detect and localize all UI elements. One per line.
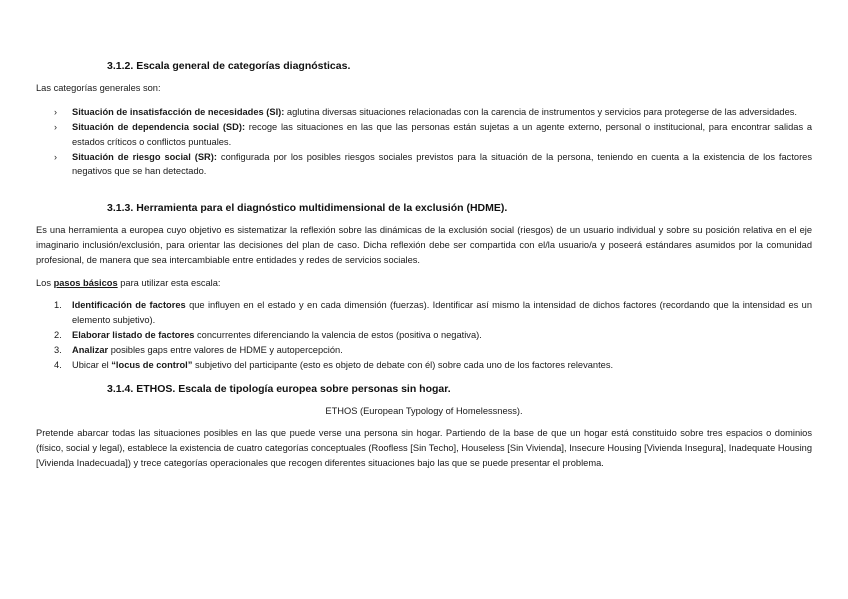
chevron-bullet-icon: › [54,107,57,117]
item-term: Situación de dependencia social (SD): [72,122,246,132]
item-text: concurrentes diferenciando la valencia de estos (positiva o negativa). [194,329,482,340]
heading-3-1-4: 3.1.4. ETHOS. Escala de tipología europea sobre personas sin hogar. [107,383,451,395]
list-item [36,105,812,120]
categories-intro: Las categorías generales son: [36,83,161,93]
item-term: Situación de riesgo social (SR): [72,151,217,162]
list-item [36,150,812,179]
item-number: 1. [54,300,62,310]
item-term: “locus de control” [111,359,193,370]
list-item [36,298,812,327]
item-text: configurada por los posibles riesgos sociales previstos para la situación de la persona, teniendo en cuenta a la existencia de los factores negativos que se han detectado. [72,151,812,176]
steps-emphasis: pasos básicos [53,278,118,288]
list-item [36,120,812,149]
steps-intro [36,278,221,288]
item-term: Identificación de factores [72,300,186,310]
steps-list [36,298,812,373]
hdme-paragraph: Es una herramienta a europea cuyo objetivo es sistematizar la reflexión sobre las dinámicas de la exclusión social (riesgos) de un usuario individual y sobre su posición relativa en el eje imaginario inclusión/exclusión, para orientar las decisiones del plan de caso. Dicha reflexión debe ser compartida con el/la usuario/a y poseerá estándares asumidos por la comunidad profesional, de manera que sea intercambiable entre entidades y redes de servicios sociales. [36,225,812,265]
heading-3-1-3: 3.1.3. Herramienta para el diagnóstico multidimensional de la exclusión (HDME). [107,202,508,214]
item-number: 4. [54,359,62,370]
item-term: Situación de insatisfacción de necesidades (SI): [72,107,285,117]
steps-prefix: Los [36,278,54,288]
item-lead: Ubicar el [72,359,112,370]
steps-suffix: para utilizar esta escala: [117,278,221,288]
list-item [36,328,812,343]
categories-list [36,105,812,179]
chevron-bullet-icon: › [54,122,57,132]
item-number: 3. [54,344,62,355]
ethos-paragraph: Pretende abarcar todas las situaciones posibles en las que puede verse una persona sin hogar. Partiendo de la base de que un hogar está constituido sobre tres espacios o dominios (físico, social y legal), establece la existencia de cuatro categorías conceptuales (Roofless [Sin Techo], Houseless [Sin Vivienda], Insecure Housing [Vivienda Insegura], Inadequate Housing [Vivienda Inadecuada]) y trece categorías operacionales que recogen diferentes situaciones bajo las que se puede presentar el problema. [36,428,812,468]
item-text: aglutina diversas situaciones relacionadas con la carencia de instrumentos y servicios para protegerse de las adversidades. [284,107,797,117]
item-number: 2. [54,329,62,340]
list-item [36,343,812,358]
list-item [36,358,812,373]
chevron-bullet-icon: › [54,151,57,162]
item-term: Analizar [72,344,109,355]
ethos-subtitle: ETHOS (European Typology of Homelessness). [325,406,523,416]
item-text: recoge las situaciones en las que las personas están sujetas a un agente externo, personal o institucional, para encontrar salidas a estados críticos o conflictos puntuales. [72,122,812,147]
item-term: Elaborar listado de factores [72,329,195,340]
heading-3-1-2: 3.1.2. Escala general de categorías diagnósticas. [107,60,351,72]
item-text: posibles gaps entre valores de HDME y autopercepción. [108,344,343,355]
item-text: subjetivo del participante (esto es objeto de debate con él) sobre cada uno de los factores relevantes. [192,359,614,370]
item-text: que influyen en el estado y en cada dimensión (fuerzas). Identificar así mismo la intensidad de dichos factores (recordando que la intensidad es un elemento subjetivo). [72,300,812,325]
